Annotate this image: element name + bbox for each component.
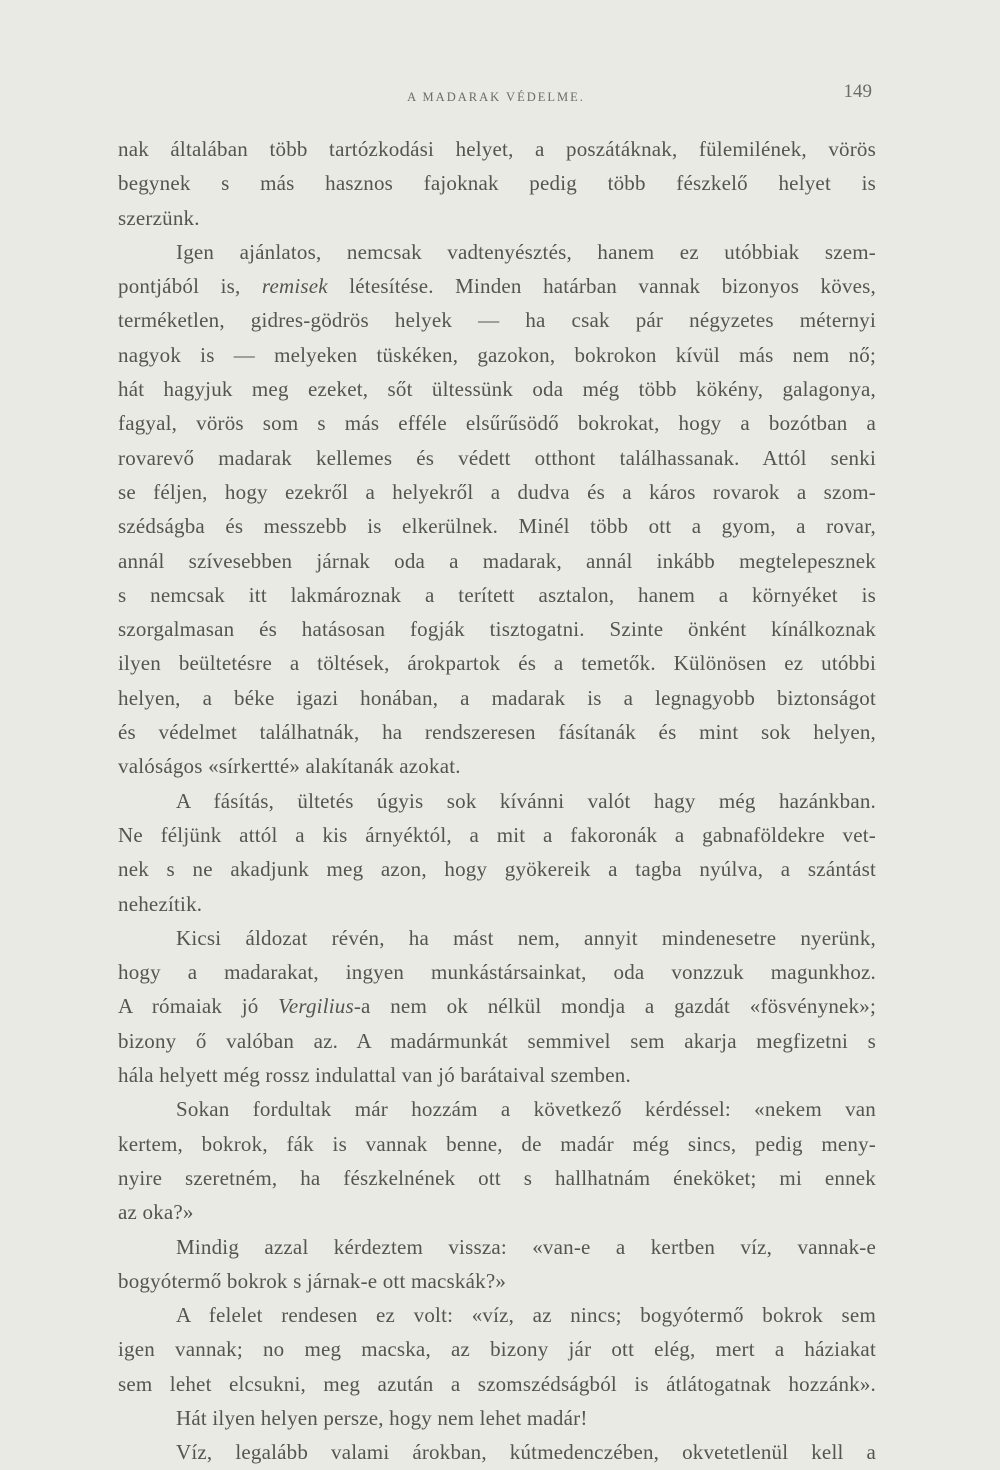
text-line: Kicsi áldozat révén, ha mást nem, annyit mindenesetre nyerünk,	[176, 925, 876, 950]
text-line: begynek s más hasznos fajoknak pedig több fészkelő helyet is	[118, 171, 876, 196]
running-head: A MADARAK VÉDELME.	[407, 90, 585, 104]
text-line: kertem, bokrok, fák is vannak benne, de madár még sincs, pedig meny-	[118, 1131, 876, 1156]
text-line: hát hagyjuk meg ezeket, sőt ültessünk oda még több kökény, galagonya,	[118, 377, 876, 402]
body-text	[118, 132, 876, 1470]
page-header	[120, 78, 872, 108]
text-line: valóságos «sírkertté» alakítanák azokat.	[118, 754, 461, 779]
text-line: bizony ő valóban az. A madármunkát semmivel sem akarja megfizetni s	[118, 1028, 876, 1053]
text-line: A felelet rendesen ez volt: «víz, az nincs; bogyótermő bokrok sem	[176, 1303, 876, 1328]
text-line: rovarevő madarak kellemes és védett otthont találhassanak. Attól senki	[118, 445, 876, 470]
text-line: igen vannak; no meg macska, az bizony jár ott elég, mert a háziakat	[118, 1337, 876, 1362]
text-line: A fásítás, ültetés úgyis sok kívánni valót hagy még hazánkban.	[176, 788, 876, 813]
text-line: Hát ilyen helyen persze, hogy nem lehet madár!	[176, 1405, 588, 1430]
text-segment: A rómaiak jó	[118, 994, 279, 1019]
text-line: nak általában több tartózkodási helyet, a poszátáknak, fülemilének, vörös	[118, 137, 876, 161]
text-segment: létesítése. Minden határban vannak bizonyos köves,	[327, 274, 876, 299]
text-line: ilyen beültetésre a töltések, árokpartok és a temetők. Különösen ez utóbbi	[118, 651, 876, 676]
text-segment: -a nem ok nélkül mondja a gazdát «fösvénynek»;	[353, 994, 876, 1019]
text-line: Víz, legalább valami árokban, kútmedenczében, okvetetlenül kell a	[176, 1440, 876, 1465]
text-line: fagyal, vörös som s más efféle elsűrűsödő bokrokat, hogy a bozótban a	[118, 411, 876, 436]
text-line: annál szívesebben járnak oda a madarak, annál inkább megtelepesznek	[118, 548, 876, 573]
text-line: szédságba és messzebb is elkerülnek. Minél több ott a gyom, a rovar,	[118, 514, 876, 539]
text-line: Igen ajánlatos, nemcsak vadtenyésztés, hanem ez utóbbiak szem-	[176, 239, 876, 264]
text-line: se féljen, hogy ezekről a helyekről a dudva és a káros rovarok a szom-	[118, 479, 876, 504]
text-line: nagyok is — melyeken tüskéken, gazokon, bokrokon kívül más nem nő;	[118, 342, 876, 367]
text-line: hogy a madarakat, ingyen munkástársainkat, oda vonzzuk magunkhoz.	[118, 960, 876, 985]
text-line: Ne féljünk attól a kis árnyéktól, a mit a fakoronák a gabnaföldekre vet-	[118, 822, 876, 847]
text-line: hála helyett még rossz indulattal van jó barátaival szemben.	[118, 1063, 631, 1088]
text-line: helyen, a béke igazi honában, a madarak is a legnagyobb biztonságot	[118, 685, 876, 710]
italic-term: remisek	[261, 274, 328, 299]
text-line: szerzünk.	[118, 205, 200, 230]
text-line	[118, 269, 876, 303]
text-segment: pontjából is,	[118, 274, 262, 299]
text-line: az oka?»	[118, 1200, 194, 1225]
text-line: s nemcsak itt lakmároznak a terített asztalon, hanem a környéket is	[118, 582, 876, 607]
text-line: Sokan fordultak már hozzám a következő kérdéssel: «nekem van	[176, 1097, 876, 1122]
text-line: terméketlen, gidres-gödrös helyek — ha csak pár négyzetes méternyi	[118, 308, 876, 333]
text-line	[118, 989, 876, 1023]
text-line: nek s ne akadjunk meg azon, hogy gyökereik a tagba nyúlva, a szántást	[118, 857, 876, 882]
text-line: nehezítik.	[118, 891, 203, 916]
text-line: nyire szeretném, ha fészkelnének ott s hallhatnám éneköket; mi ennek	[118, 1165, 876, 1190]
page-number: 149	[843, 81, 872, 102]
text-line: bogyótermő bokrok s járnak-e ott macskák?»	[118, 1268, 507, 1293]
text-line: Mindig azzal kérdeztem vissza: «van-e a kertben víz, vannak-e	[176, 1234, 876, 1259]
text-line: és védelmet találhatnák, ha rendszeresen fásítanák és mint sok helyen,	[118, 720, 876, 745]
text-line: szorgalmasan és hatásosan fogják tisztogatni. Szinte önként kínálkoznak	[118, 617, 876, 642]
text-line: sem lehet elcsukni, meg azután a szomszédságból is átlátogatnak hozzánk».	[118, 1371, 876, 1396]
italic-term: Vergilius	[278, 994, 354, 1019]
